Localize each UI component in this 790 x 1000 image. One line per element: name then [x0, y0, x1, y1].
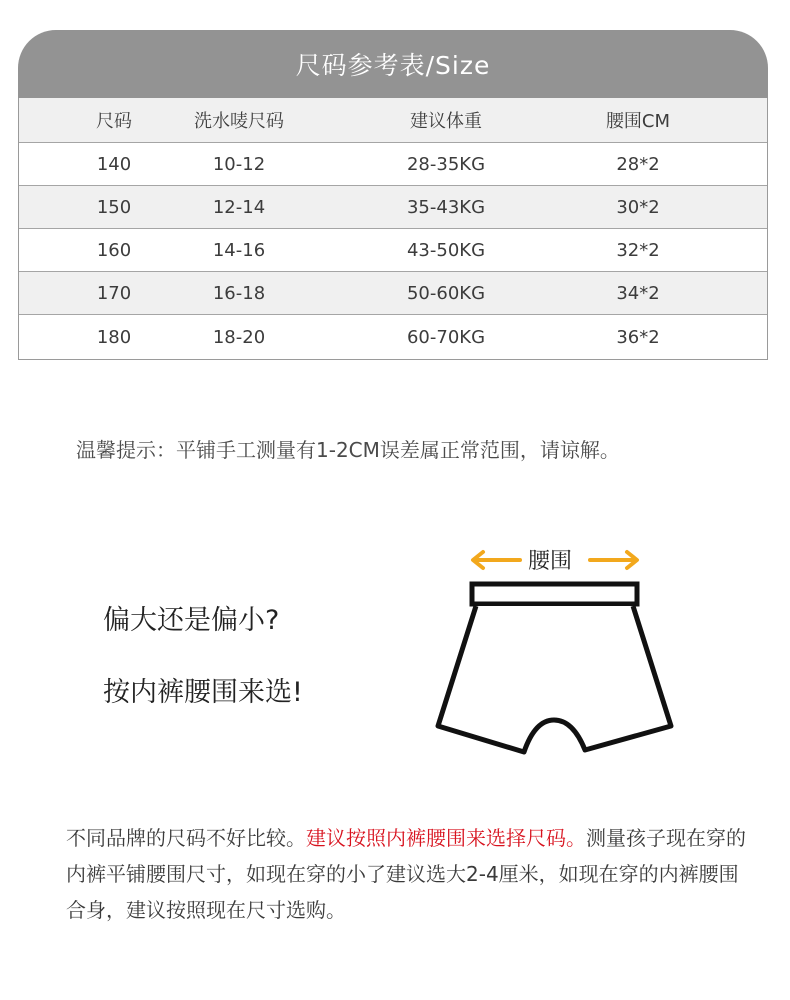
note-highlight: 建议按照内裤腰围来选择尺码。	[306, 826, 586, 850]
cell-label-size: 16-18	[212, 282, 266, 304]
cell-size: 160	[96, 239, 132, 261]
cell-waist: 30*2	[616, 196, 660, 218]
table-title: 尺码参考表/Size	[18, 30, 768, 98]
header-label-size: 洗水唛尺码	[194, 111, 284, 132]
note-text-start: 不同品牌的尺码不好比较。	[66, 826, 306, 850]
waist-arrow-left-icon	[473, 552, 520, 568]
cell-weight: 28-35KG	[406, 153, 486, 175]
size-advice-note	[66, 820, 746, 928]
header-size: 尺码	[96, 111, 132, 132]
waist-label: 腰围	[528, 549, 573, 574]
cell-label-size: 12-14	[212, 196, 266, 218]
cell-size: 170	[96, 282, 132, 304]
cell-waist: 28*2	[616, 153, 660, 175]
measurement-tip: 温馨提示：平铺手工测量有1-2CM误差属正常范围，请谅解。	[76, 438, 620, 462]
cell-waist: 34*2	[616, 282, 660, 304]
table-row	[19, 185, 767, 228]
cell-weight: 35-43KG	[406, 196, 486, 218]
cell-size: 180	[96, 326, 132, 348]
header-weight: 建议体重	[410, 111, 482, 132]
cell-label-size: 14-16	[212, 239, 266, 261]
table-row	[19, 142, 767, 185]
cell-size: 150	[96, 196, 132, 218]
header-waist: 腰围CM	[605, 111, 671, 132]
table-row	[19, 228, 767, 271]
table-row	[19, 271, 767, 314]
table-row	[19, 314, 767, 359]
size-question: 偏大还是偏小?	[103, 605, 280, 636]
table-header-row	[19, 98, 767, 142]
cell-label-size: 10-12	[212, 153, 266, 175]
table-body	[18, 98, 768, 360]
cell-label-size: 18-20	[212, 326, 266, 348]
cell-weight: 43-50KG	[406, 239, 486, 261]
cell-size: 140	[96, 153, 132, 175]
cell-waist: 36*2	[616, 326, 660, 348]
shorts-body-shape	[438, 606, 671, 752]
cell-weight: 50-60KG	[406, 282, 486, 304]
note-text-end: 测量孩子现在穿的内裤平铺腰围尺寸，如现在穿的小了建议选大2-4厘米，如现在穿的内裤腰围合身，建议按照现在尺寸选购。	[66, 826, 746, 922]
size-answer: 按内裤腰围来选!	[103, 677, 303, 708]
waist-arrow-right-icon	[590, 552, 637, 568]
cell-weight: 60-70KG	[406, 326, 486, 348]
cell-waist: 32*2	[616, 239, 660, 261]
waistband-shape	[472, 584, 637, 604]
size-table	[18, 30, 768, 360]
